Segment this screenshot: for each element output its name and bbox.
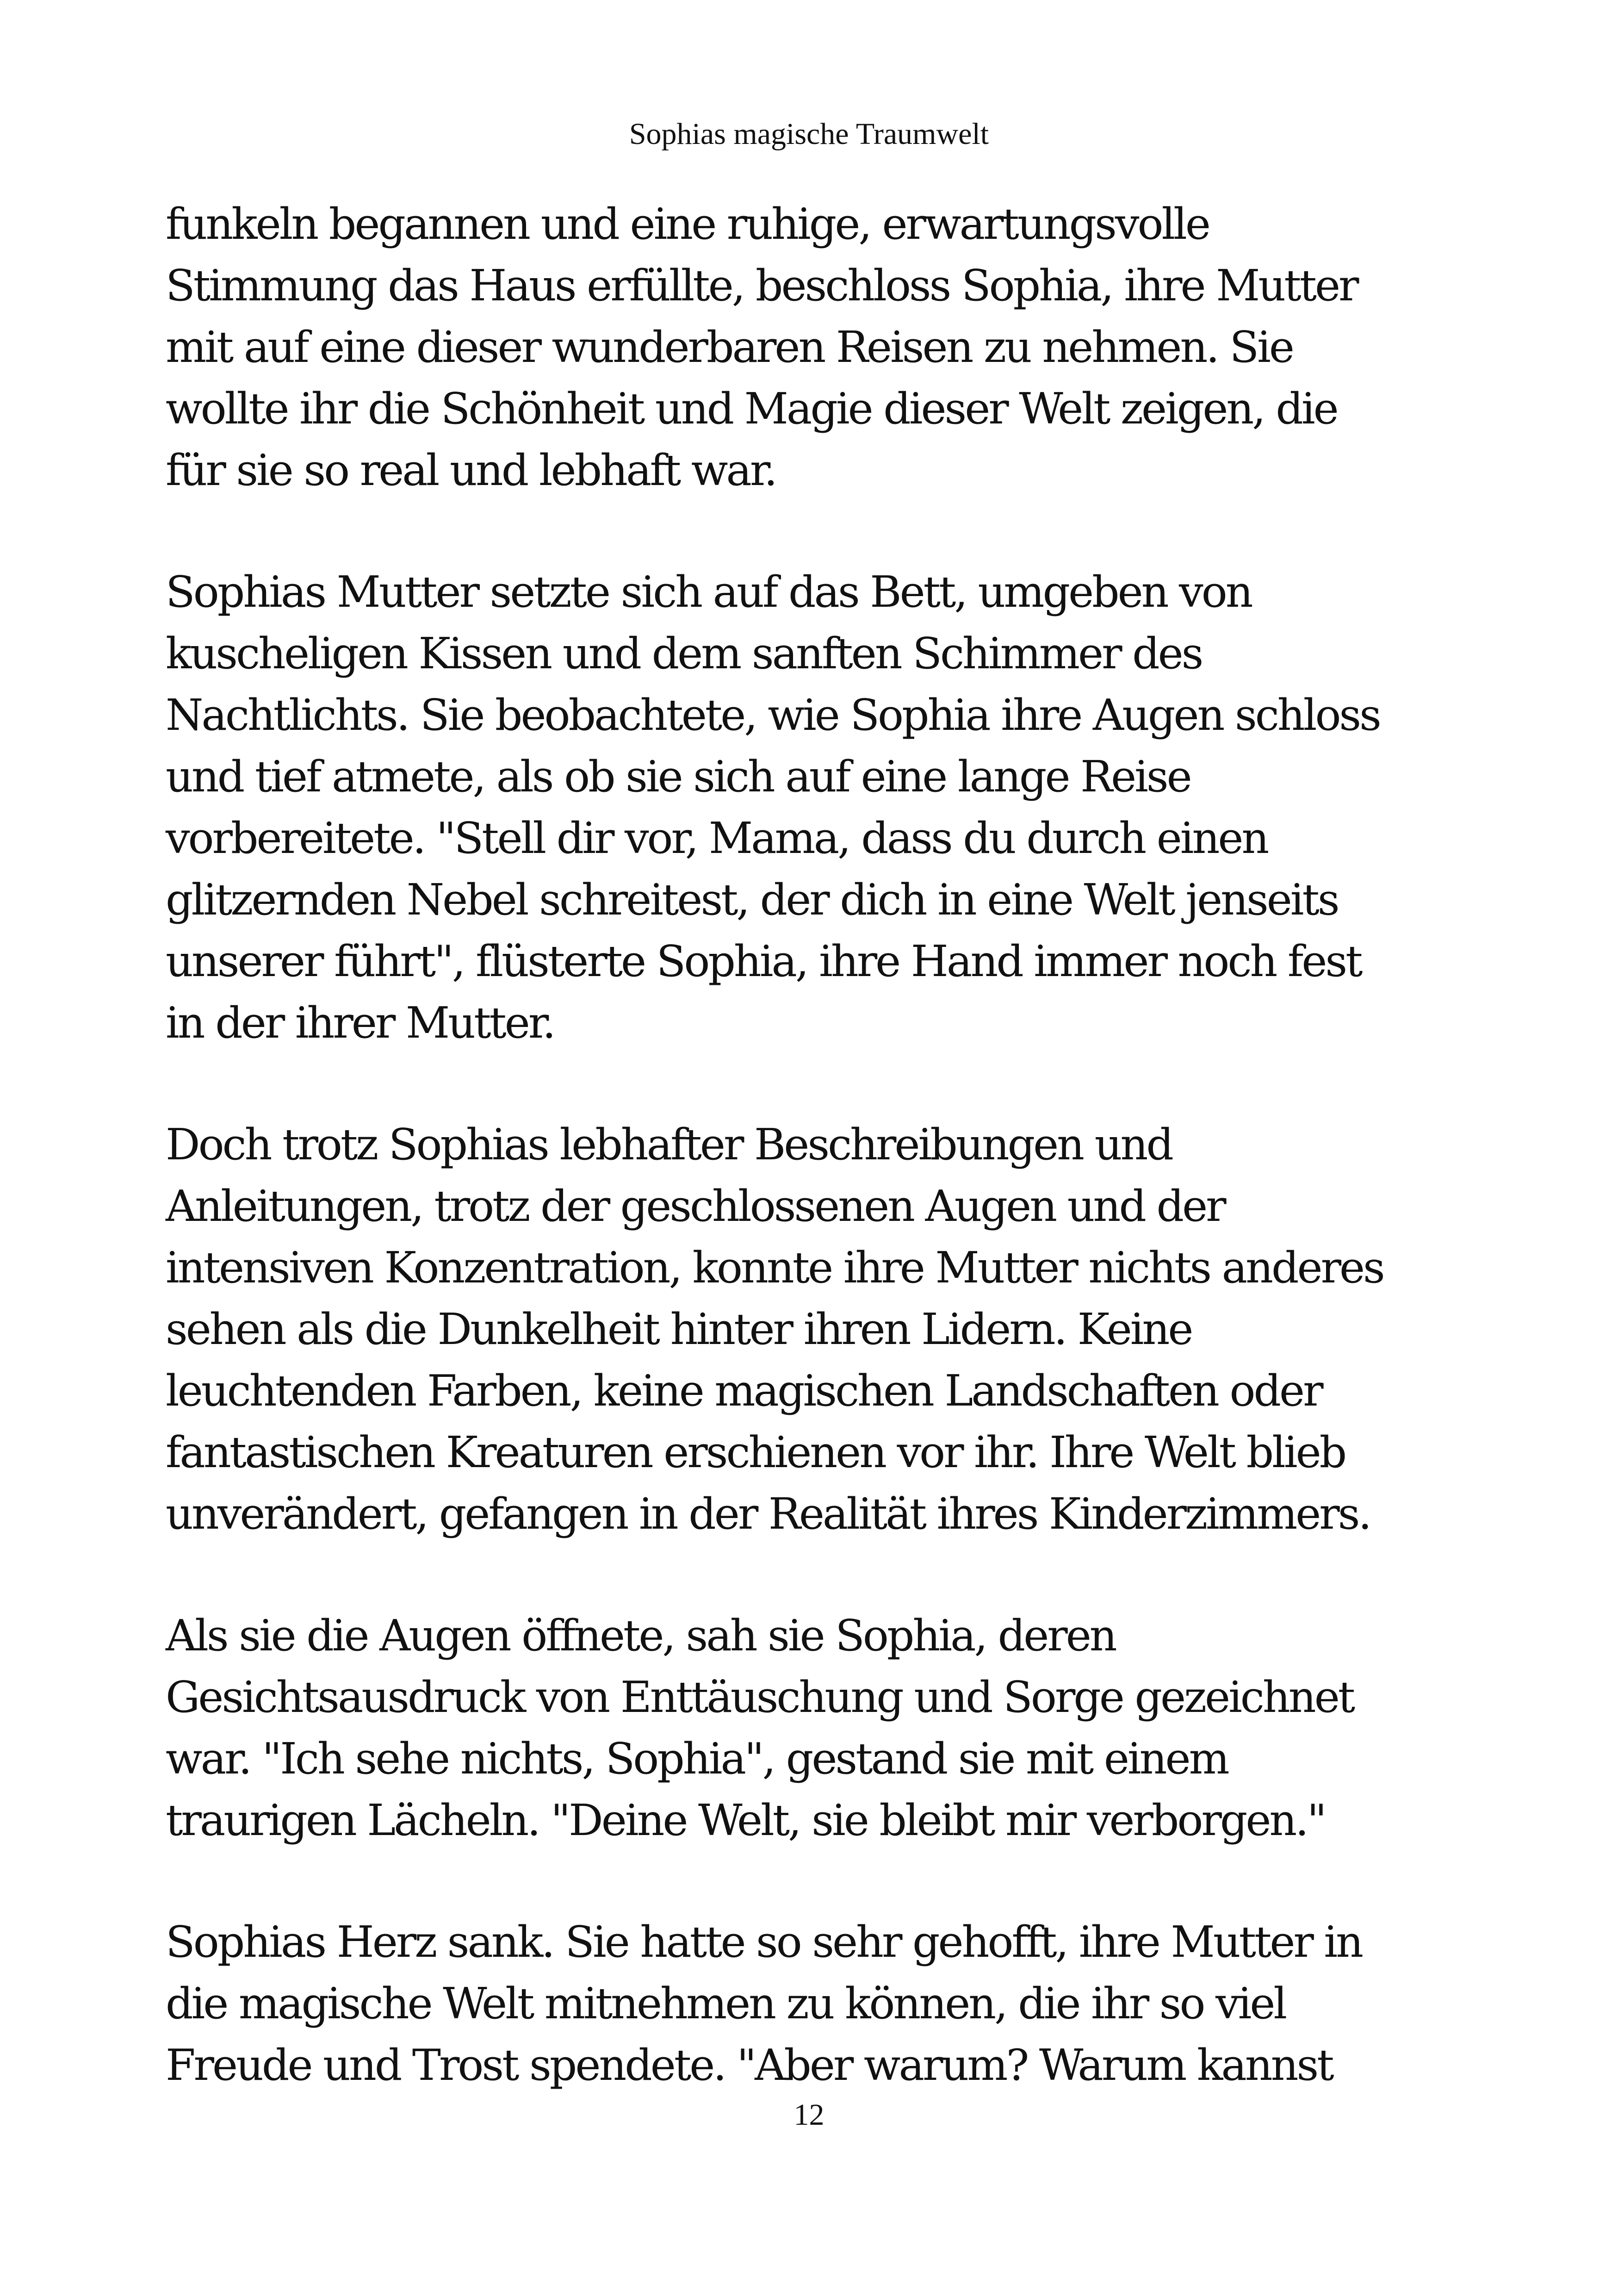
text-line: in der ihrer Mutter. xyxy=(166,998,554,1048)
text-line: leuchtenden Farben, keine magischen Landschaften oder xyxy=(166,1366,1322,1416)
page-number: 12 xyxy=(794,2098,824,2132)
paragraph-1 xyxy=(166,193,1452,501)
body-text xyxy=(166,193,1452,2156)
text-line: unserer führt", flüsterte Sophia, ihre Hand immer noch fest xyxy=(166,936,1361,986)
text-line: funkeln begannen und eine ruhige, erwartungsvolle xyxy=(166,199,1209,249)
text-line: kuscheligen Kissen und dem sanften Schimmer des xyxy=(166,628,1202,678)
running-header: Sophias magische Traumwelt xyxy=(629,117,989,151)
paragraph-5 xyxy=(166,1911,1452,2096)
text-line: mit auf eine dieser wunderbaren Reisen zu nehmen. Sie xyxy=(166,322,1293,372)
text-line: glitzernden Nebel schreitest, der dich in eine Welt jenseits xyxy=(166,875,1338,925)
text-line: Als sie die Augen öffnete, sah sie Sophia, deren xyxy=(166,1611,1116,1661)
text-line: unverändert, gefangen in der Realität ihres Kinderzimmers. xyxy=(166,1489,1370,1539)
text-line: und tief atmete, als ob sie sich auf eine lange Reise xyxy=(166,752,1190,802)
text-line: Nachtlichts. Sie beobachtete, wie Sophia ihre Augen schloss xyxy=(166,690,1380,740)
text-line: Freude und Trost spendete. "Aber warum? Warum kannst xyxy=(166,2040,1333,2090)
paragraph-2 xyxy=(166,561,1452,1054)
text-line: intensiven Konzentration, konnte ihre Mutter nichts anderes xyxy=(166,1243,1383,1293)
paragraph-4 xyxy=(166,1605,1452,1851)
text-line: Anleitungen, trotz der geschlossenen Augen und der xyxy=(166,1181,1225,1231)
text-line: wollte ihr die Schönheit und Magie dieser Welt zeigen, die xyxy=(166,384,1337,434)
text-line: fantastischen Kreaturen erschienen vor ihr. Ihre Welt blieb xyxy=(166,1427,1345,1477)
text-line: Stimmung das Haus erfüllte, beschloss Sophia, ihre Mutter xyxy=(166,261,1358,311)
text-line: Sophias Mutter setzte sich auf das Bett, umgeben von xyxy=(166,567,1252,617)
text-line: vorbereitete. "Stell dir vor, Mama, dass du durch einen xyxy=(166,813,1268,863)
text-line: die magische Welt mitnehmen zu können, die ihr so viel xyxy=(166,1979,1286,2028)
text-line: sehen als die Dunkelheit hinter ihren Lidern. Keine xyxy=(166,1304,1192,1354)
text-line: Sophias Herz sank. Sie hatte so sehr gehofft, ihre Mutter in xyxy=(166,1917,1362,1967)
paragraph-3 xyxy=(166,1114,1452,1545)
text-line: traurigen Lächeln. "Deine Welt, sie bleibt mir verborgen." xyxy=(166,1795,1325,1845)
text-line: Doch trotz Sophias lebhafter Beschreibungen und xyxy=(166,1120,1172,1170)
text-line: war. "Ich sehe nichts, Sophia", gestand sie mit einem xyxy=(166,1734,1228,1784)
text-line: Gesichtsausdruck von Enttäuschung und Sorge gezeichnet xyxy=(166,1672,1354,1722)
text-line: für sie so real und lebhaft war. xyxy=(166,445,776,495)
